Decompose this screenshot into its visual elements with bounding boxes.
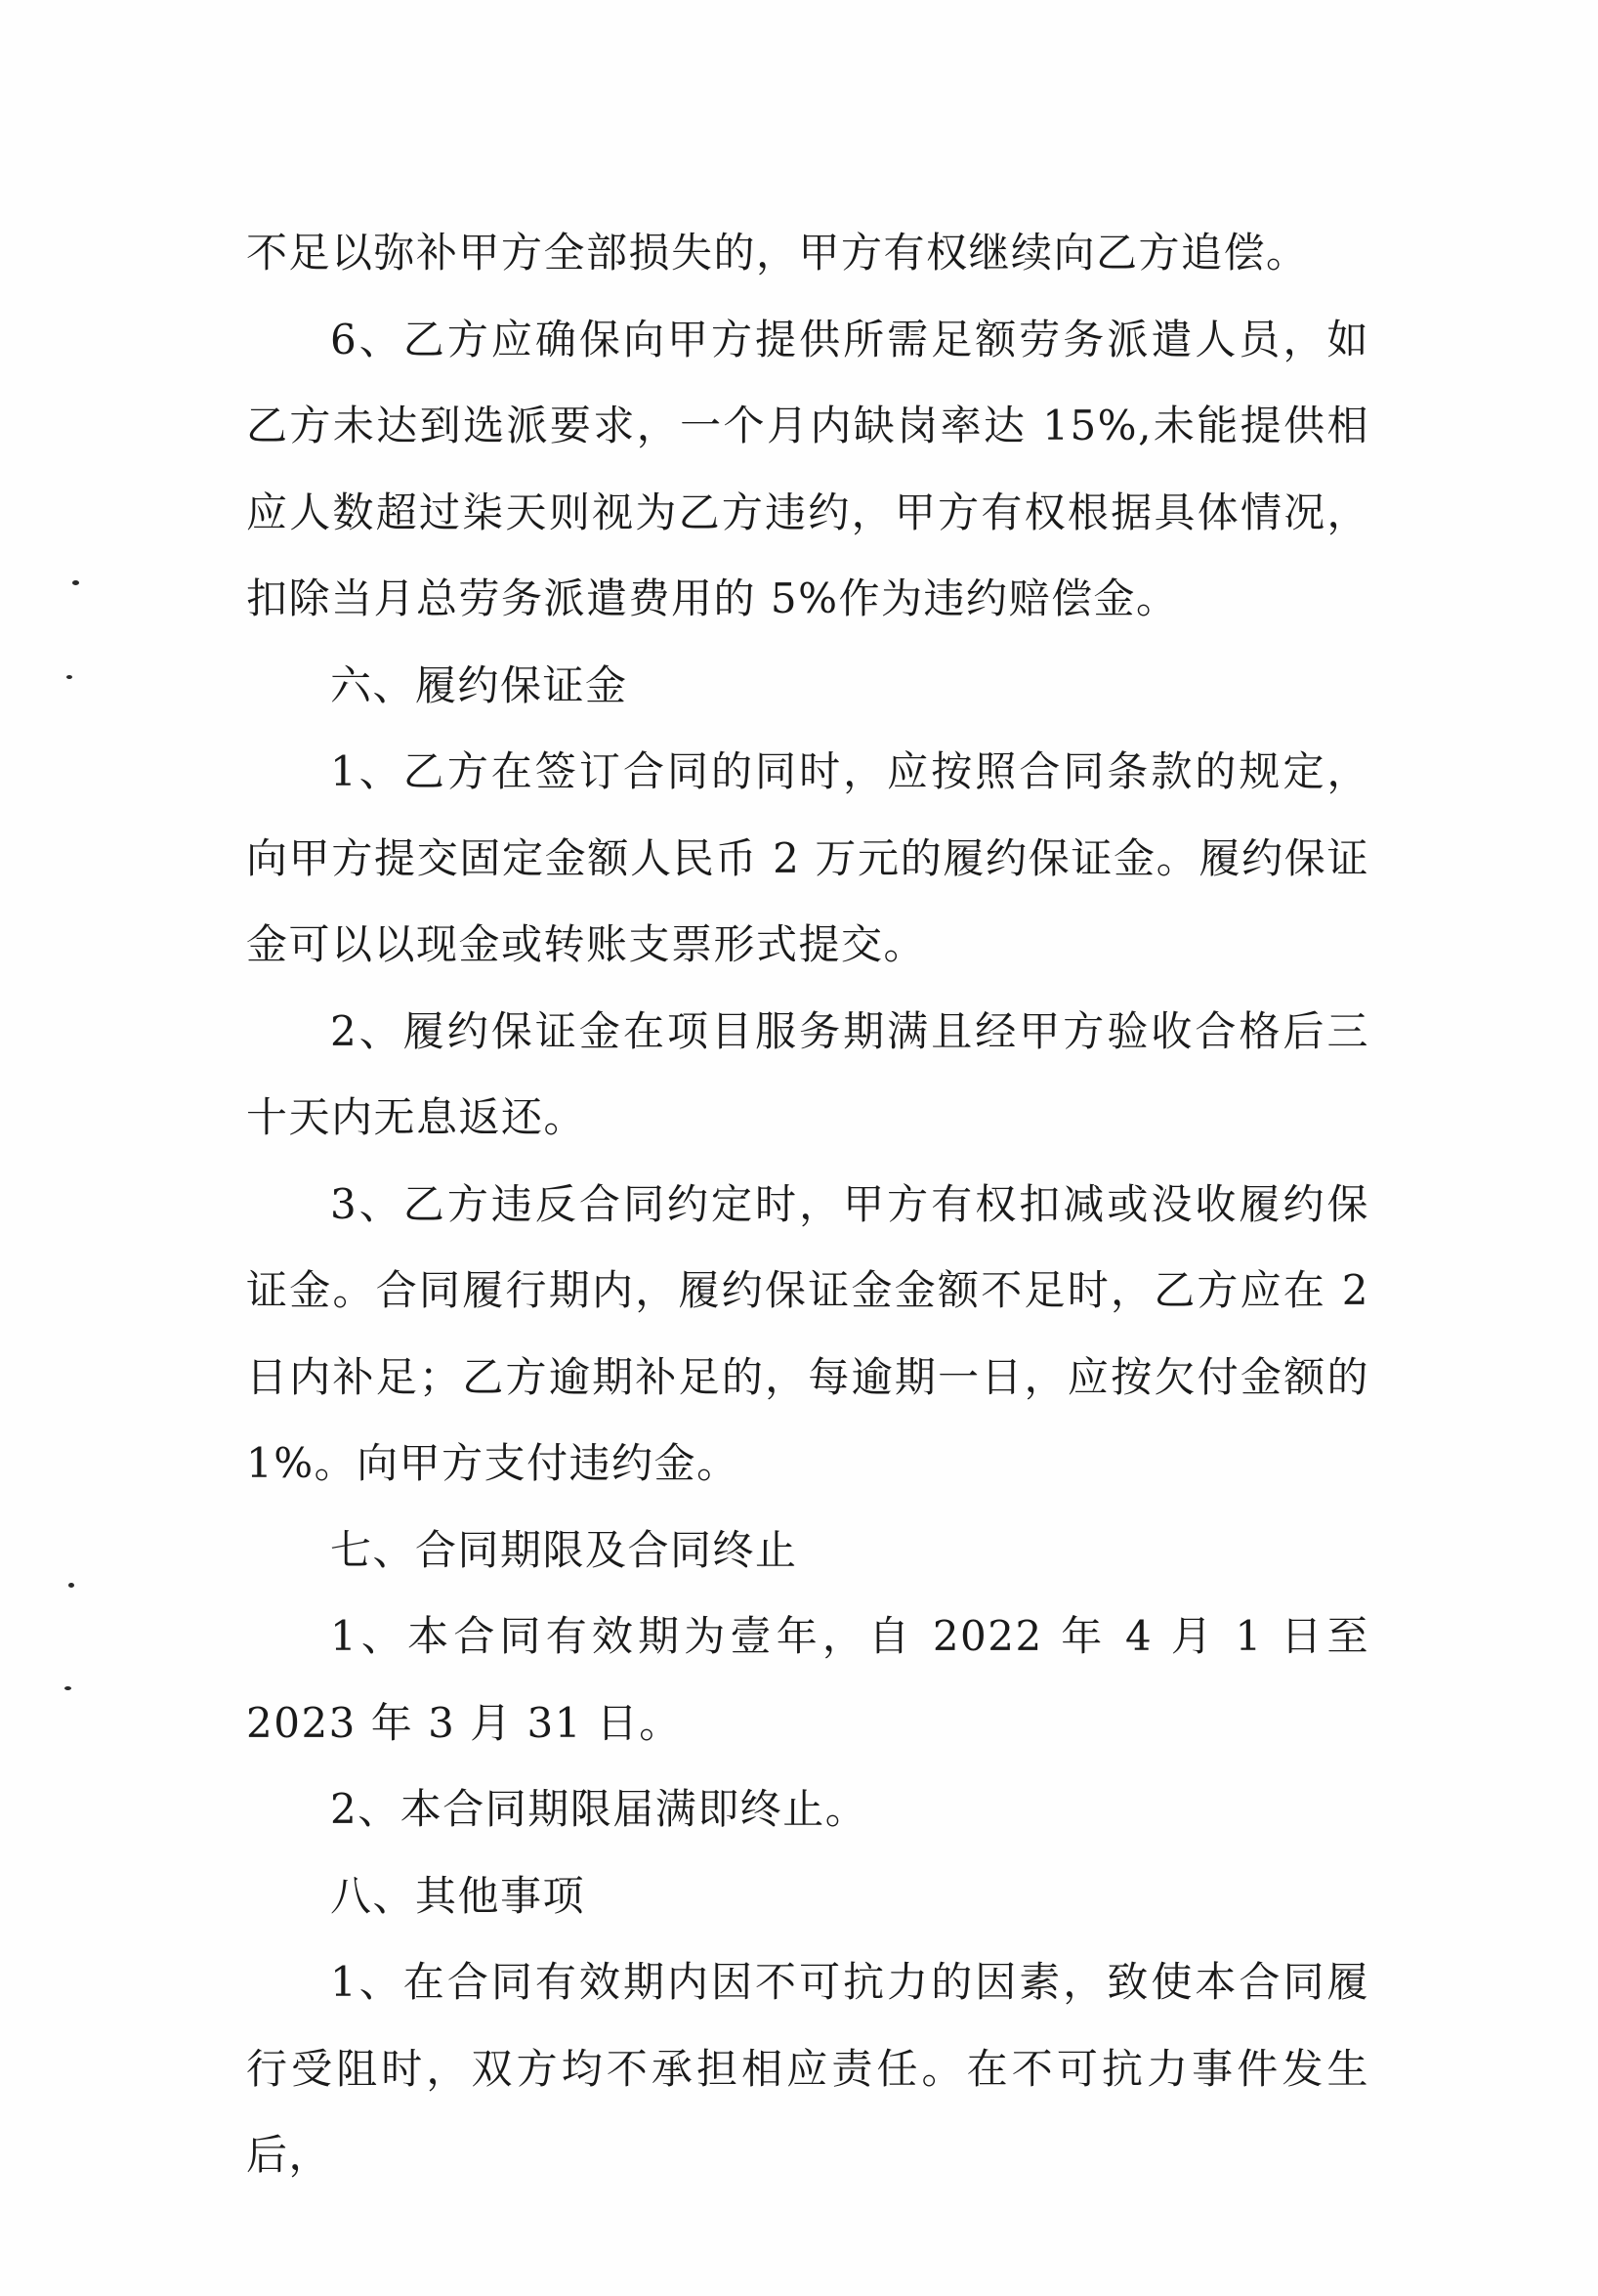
paragraph-bond-clause-1: 1、乙方在签订合同的同时，应按照合同条款的规定，向甲方提交固定金额人民币 2 万元的履约保证金。履约保证金可以以现金或转账支票形式提交。 — [246, 747, 1369, 968]
contract-body — [246, 210, 1369, 2199]
paragraph-bond-clause-3: 3、乙方违反合同约定时，甲方有权扣减或没收履约保证金。合同履行期内，履约保证金金额不足时，乙方应在 2 日内补足；乙方逾期补足的，每逾期一日，应按欠付金额的 1%。向甲方支付违约金。 — [246, 1179, 1369, 1487]
scan-speck — [72, 580, 79, 585]
paragraph-clause-6: 6、乙方应确保向甲方提供所需足额劳务派遣人员，如乙方未达到选派要求，一个月内缺岗率达 15%,未能提供相应人数超过柒天则视为乙方违约，甲方有权根据具体情况，扣除当月总劳务派遣费用的 5%作为违约赔偿金。 — [246, 315, 1369, 622]
scan-speck — [66, 675, 72, 679]
section-heading-performance-bond: 六、履约保证金 — [330, 660, 628, 709]
paragraph-continuation: 不足以弥补甲方全部损失的，甲方有权继续向乙方追偿。 — [246, 229, 1309, 276]
scan-speck — [64, 1686, 71, 1690]
scan-speck — [68, 1583, 74, 1588]
paragraph-bond-clause-2: 2、履约保证金在项目服务期满且经甲方验收合格后三十天内无息返还。 — [246, 1006, 1369, 1141]
paragraph-term-clause-1: 1、本合同有效期为壹年，自 2022 年 4 月 1 日至 2023 年 3 月 31 日。 — [246, 1612, 1370, 1747]
paragraph-term-clause-2: 2、本合同期限届满即终止。 — [330, 1785, 868, 1833]
section-heading-other-matters: 八、其他事项 — [330, 1871, 586, 1920]
paragraph-other-clause-1: 1、在合同有效期内因不可抗力的因素，致使本合同履行受阻时，双方均不承担相应责任。在不可抗力事件发生后， — [246, 1958, 1369, 2179]
section-heading-contract-term: 七、合同期限及合同终止 — [330, 1525, 798, 1574]
